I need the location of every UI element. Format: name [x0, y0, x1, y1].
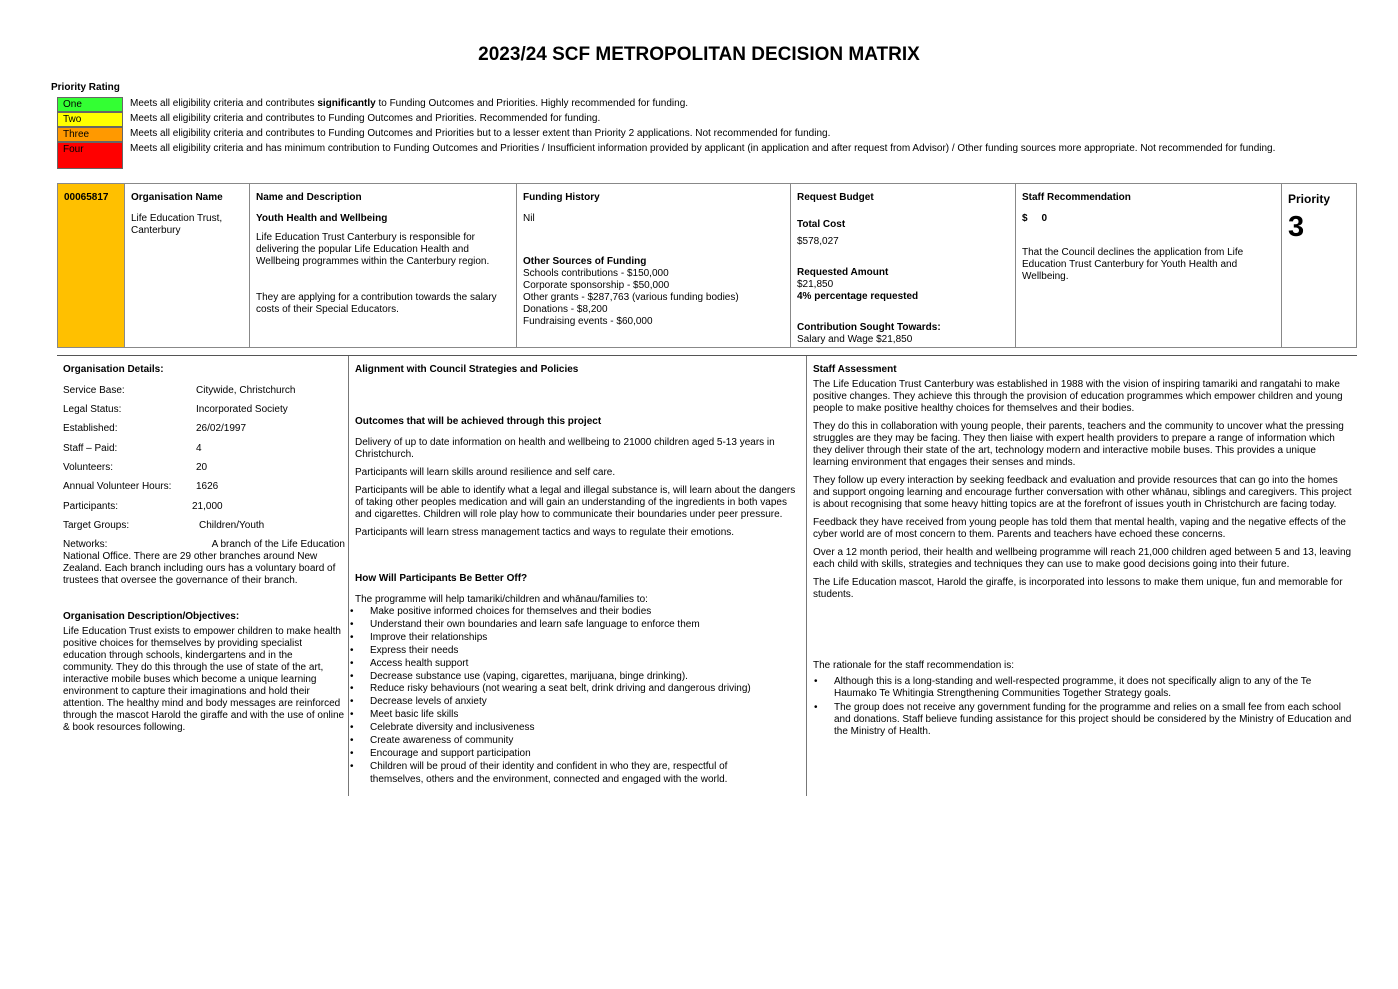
contribution-value: Salary and Wage $21,850	[797, 334, 913, 345]
detail-row: Legal Status: Incorporated Society	[63, 404, 288, 415]
outcome-item: Delivery of up to date information on health and wellbeing to 21000 children aged 5-13 years in Christchurch.	[355, 437, 775, 460]
priority-cell	[1282, 184, 1356, 347]
priority-desc-two: Meets all eligibility criteria and contributes to Funding Outcomes and Priorities. Recommended for funding.	[130, 113, 601, 124]
detail-row: Participants: 21,000	[63, 501, 223, 512]
assessment-paragraph: Over a 12 month period, their health and wellbeing programme will reach 21,000 children aged between 5 and 13, leaving each child with skills, strategies and techniques they can use to make good decisions going into their future.	[813, 547, 1352, 570]
detail-row: Staff – Paid: 4	[63, 443, 202, 454]
staff-recommendation-header: Staff Recommendation	[1022, 192, 1131, 203]
detail-row: Service Base: Citywide, Christchurch	[63, 385, 296, 396]
better-off-header: How Will Participants Be Better Off?	[355, 573, 528, 584]
name-description-header: Name and Description	[256, 192, 362, 203]
organisation-details-section	[57, 356, 347, 796]
other-source-item: Schools contributions - $150,000	[523, 268, 669, 279]
funding-history-value: Nil	[523, 213, 535, 224]
name-description-cell	[250, 184, 517, 347]
request-budget-cell	[791, 184, 1016, 347]
total-cost-value: $578,027	[797, 236, 839, 247]
other-source-item: Fundraising events - $60,000	[523, 316, 653, 327]
other-source-item: Other grants - $287,763 (various funding bodies)	[523, 292, 739, 303]
requested-amount-value: $21,850	[797, 279, 834, 290]
requested-amount-label: Requested Amount	[797, 267, 889, 278]
priority-swatch-one: One	[57, 97, 123, 112]
list-item: • Make positive informed choices for themselves and their bodies	[349, 606, 769, 619]
funding-history-cell	[517, 184, 791, 347]
detail-row: Target Groups: Children/Youth	[63, 520, 265, 531]
outcome-item: Participants will learn stress management tactics and ways to regulate their emotions.	[355, 527, 735, 538]
priority-swatch-two: Two	[57, 112, 123, 127]
staff-recommendation-amount: $ 0	[1022, 213, 1048, 224]
priority-desc-four: Meets all eligibility criteria and has minimum contribution to Funding Outcomes and Priorities / Insufficient information provided by applicant (in application and after request from Advisor) / Other funding sources more appropriate. Not recommended for funding.	[130, 143, 1276, 154]
list-item: • Create awareness of community	[349, 735, 769, 748]
outcome-item: Participants will learn skills around resilience and self care.	[355, 467, 616, 478]
list-item: • Encourage and support participation	[349, 748, 769, 761]
priority-rating-row-three	[57, 127, 831, 142]
alignment-section	[349, 356, 805, 796]
list-item: • Express their needs	[349, 645, 769, 658]
application-summary-table	[57, 183, 1357, 348]
assessment-paragraph: The Life Education Trust Canterbury was established in 1988 with the vision of inspiring tamariki and rangatahi to make positive changes. They achieve this through the provision of education programmes which empower children and young people to make positive healthy choices for themselves and their bodies.	[813, 379, 1343, 414]
list-item: • Decrease substance use (vaping, cigarettes, marijuana, binge drinking).	[349, 671, 769, 684]
organisation-description-header: Organisation Description/Objectives:	[63, 611, 240, 622]
priority-rating-label: Priority Rating	[51, 82, 120, 93]
list-item: • Access health support	[349, 658, 769, 671]
assessment-paragraph: They do this in collaboration with young people, their parents, teachers and the community to uncover what the pressing struggles are they may be facing. They then liaise with expert health providers to prepare a range of information which they deliver through their state of the art, technology modern and interactive mobile buses. This provides a unique learning environment that engages their senses and minds.	[813, 421, 1344, 468]
assessment-paragraph: Feedback they have received from young people has told them that mental health, vaping and the negative effects of the cyber world are of most concern to them. Parents and teachers have echoed these concerns.	[813, 517, 1346, 540]
list-item: • Although this is a long-standing and well-respected programme, it does not specifically align to any of the Te Haumako Te Whitingia Strengthening Communities Together Strategy goals.	[813, 676, 1353, 700]
detail-row: Volunteers: 20	[63, 462, 208, 473]
organisation-details-header: Organisation Details:	[63, 364, 164, 375]
staff-assessment-header: Staff Assessment	[813, 364, 897, 375]
project-name: Youth Health and Wellbeing	[256, 213, 388, 224]
alignment-header: Alignment with Council Strategies and Policies	[355, 364, 579, 375]
other-source-item: Donations - $8,200	[523, 304, 608, 315]
priority-value: 3	[1288, 211, 1305, 243]
staff-recommendation-text: That the Council declines the application from Life Education Trust Canterbury for Youth Health and Wellbeing.	[1022, 247, 1244, 282]
list-item: • Children will be proud of their identity and confident in who they are, respectful of themselves, others and the environment, connected and engaged with the world.	[349, 761, 769, 787]
outcomes-header: Outcomes that will be achieved through this project	[355, 416, 602, 427]
better-off-intro: The programme will help tamariki/children and whānau/families to:	[355, 594, 648, 605]
other-source-item: Corporate sponsorship - $50,000	[523, 280, 670, 291]
priority-desc-three: Meets all eligibility criteria and contributes to Funding Outcomes and Priorities but to a lesser extent than Priority 2 applications. Not recommended for funding.	[130, 128, 831, 139]
project-description: Life Education Trust Canterbury is responsible for delivering the popular Life Education Health and Wellbeing programmes within the Canterbury region.	[256, 232, 490, 267]
staff-assessment-body	[813, 379, 1353, 607]
detail-row: Annual Volunteer Hours: 1626	[63, 481, 219, 492]
page-title: 2023/24 SCF METROPOLITAN DECISION MATRIX	[478, 44, 920, 65]
funding-history-header: Funding History	[523, 192, 600, 203]
priority-swatch-four: Four	[57, 142, 123, 169]
organisation-name: Life Education Trust, Canterbury	[131, 213, 223, 236]
list-item: • Reduce risky behaviours (not wearing a seat belt, drink driving and dangerous driving)	[349, 683, 769, 696]
priority-rating-row-one	[57, 97, 689, 112]
list-item: • Celebrate diversity and inclusiveness	[349, 722, 769, 735]
organisation-name-header: Organisation Name	[131, 192, 223, 203]
request-budget-header: Request Budget	[797, 192, 874, 203]
detail-row: Established: 26/02/1997	[63, 423, 247, 434]
total-cost-label: Total Cost	[797, 219, 846, 230]
contribution-label: Contribution Sought Towards:	[797, 322, 941, 333]
list-item: • Meet basic life skills	[349, 709, 769, 722]
list-item: • Decrease levels of anxiety	[349, 696, 769, 709]
outcome-item: Participants will be able to identify what a legal and illegal substance is, will learn about the dangers of taking other peoples medication and will gain an understanding of the ingredients in both vapes and cigarettes. Children will role play how to communicate their boundaries under peer pressure.	[355, 485, 796, 520]
priority-swatch-three: Three	[57, 127, 123, 142]
priority-rating-row-four	[57, 142, 1276, 169]
organisation-name-cell	[125, 184, 250, 347]
staff-assessment-section	[807, 356, 1357, 796]
project-description-2: They are applying for a contribution towards the salary costs of their Special Educators.	[256, 292, 497, 315]
organisation-description: Life Education Trust exists to empower children to make health positive choices for themselves by providing specialist education through schools, kindergartens and in the community. They do this through the use of state of the art, interactive mobile buses which become a unique learning environment to capture their imaginations and hold their attention. The healthy mind and body messages are reinforced through the mascot Harold the giraffe and with the use of online & book resources following.	[63, 626, 345, 733]
rationale-list	[813, 676, 1353, 738]
outcomes-list	[355, 437, 803, 545]
better-off-list	[349, 606, 769, 787]
application-id-cell	[58, 184, 125, 347]
list-item: • Improve their relationships	[349, 632, 769, 645]
assessment-paragraph: They follow up every interaction by seeking feedback and evaluation and provide resources that can go into the homes and support ongoing learning and encourage further conversation with other whānau, siblings and caregivers. This project is about recognising that some heavy hitting topics are at the forefront of issues youth in Christchurch are facing today.	[813, 475, 1352, 510]
list-item: • The group does not receive any government funding for the programme and relies on a small fee from each school and donations. Staff believe funding assistance for this project should be considered by the Ministry of Education and the Ministry of Health.	[813, 702, 1353, 738]
list-item: • Understand their own boundaries and learn safe language to enforce them	[349, 619, 769, 632]
rationale-intro: The rationale for the staff recommendation is:	[813, 660, 1015, 671]
priority-header: Priority	[1288, 192, 1331, 206]
networks-text: Networks: A branch of the Life Education National Office. There are 29 other branches around New Zealand. Each branch including ours has a voluntary board of trustees that oversee the governance of their branch.	[63, 539, 345, 586]
priority-rating-row-two	[57, 112, 601, 127]
priority-desc-one: Meets all eligibility criteria and contributes significantly to Funding Outcomes and Priorities. Highly recommended for funding.	[130, 98, 689, 109]
percentage-requested: 4% percentage requested	[797, 291, 919, 302]
assessment-paragraph: The Life Education mascot, Harold the giraffe, is incorporated into lessons to make them unique, fun and memorable for students.	[813, 577, 1343, 600]
staff-recommendation-cell	[1016, 184, 1282, 347]
other-sources-header: Other Sources of Funding	[523, 256, 647, 267]
application-id: 00065817	[64, 192, 109, 203]
